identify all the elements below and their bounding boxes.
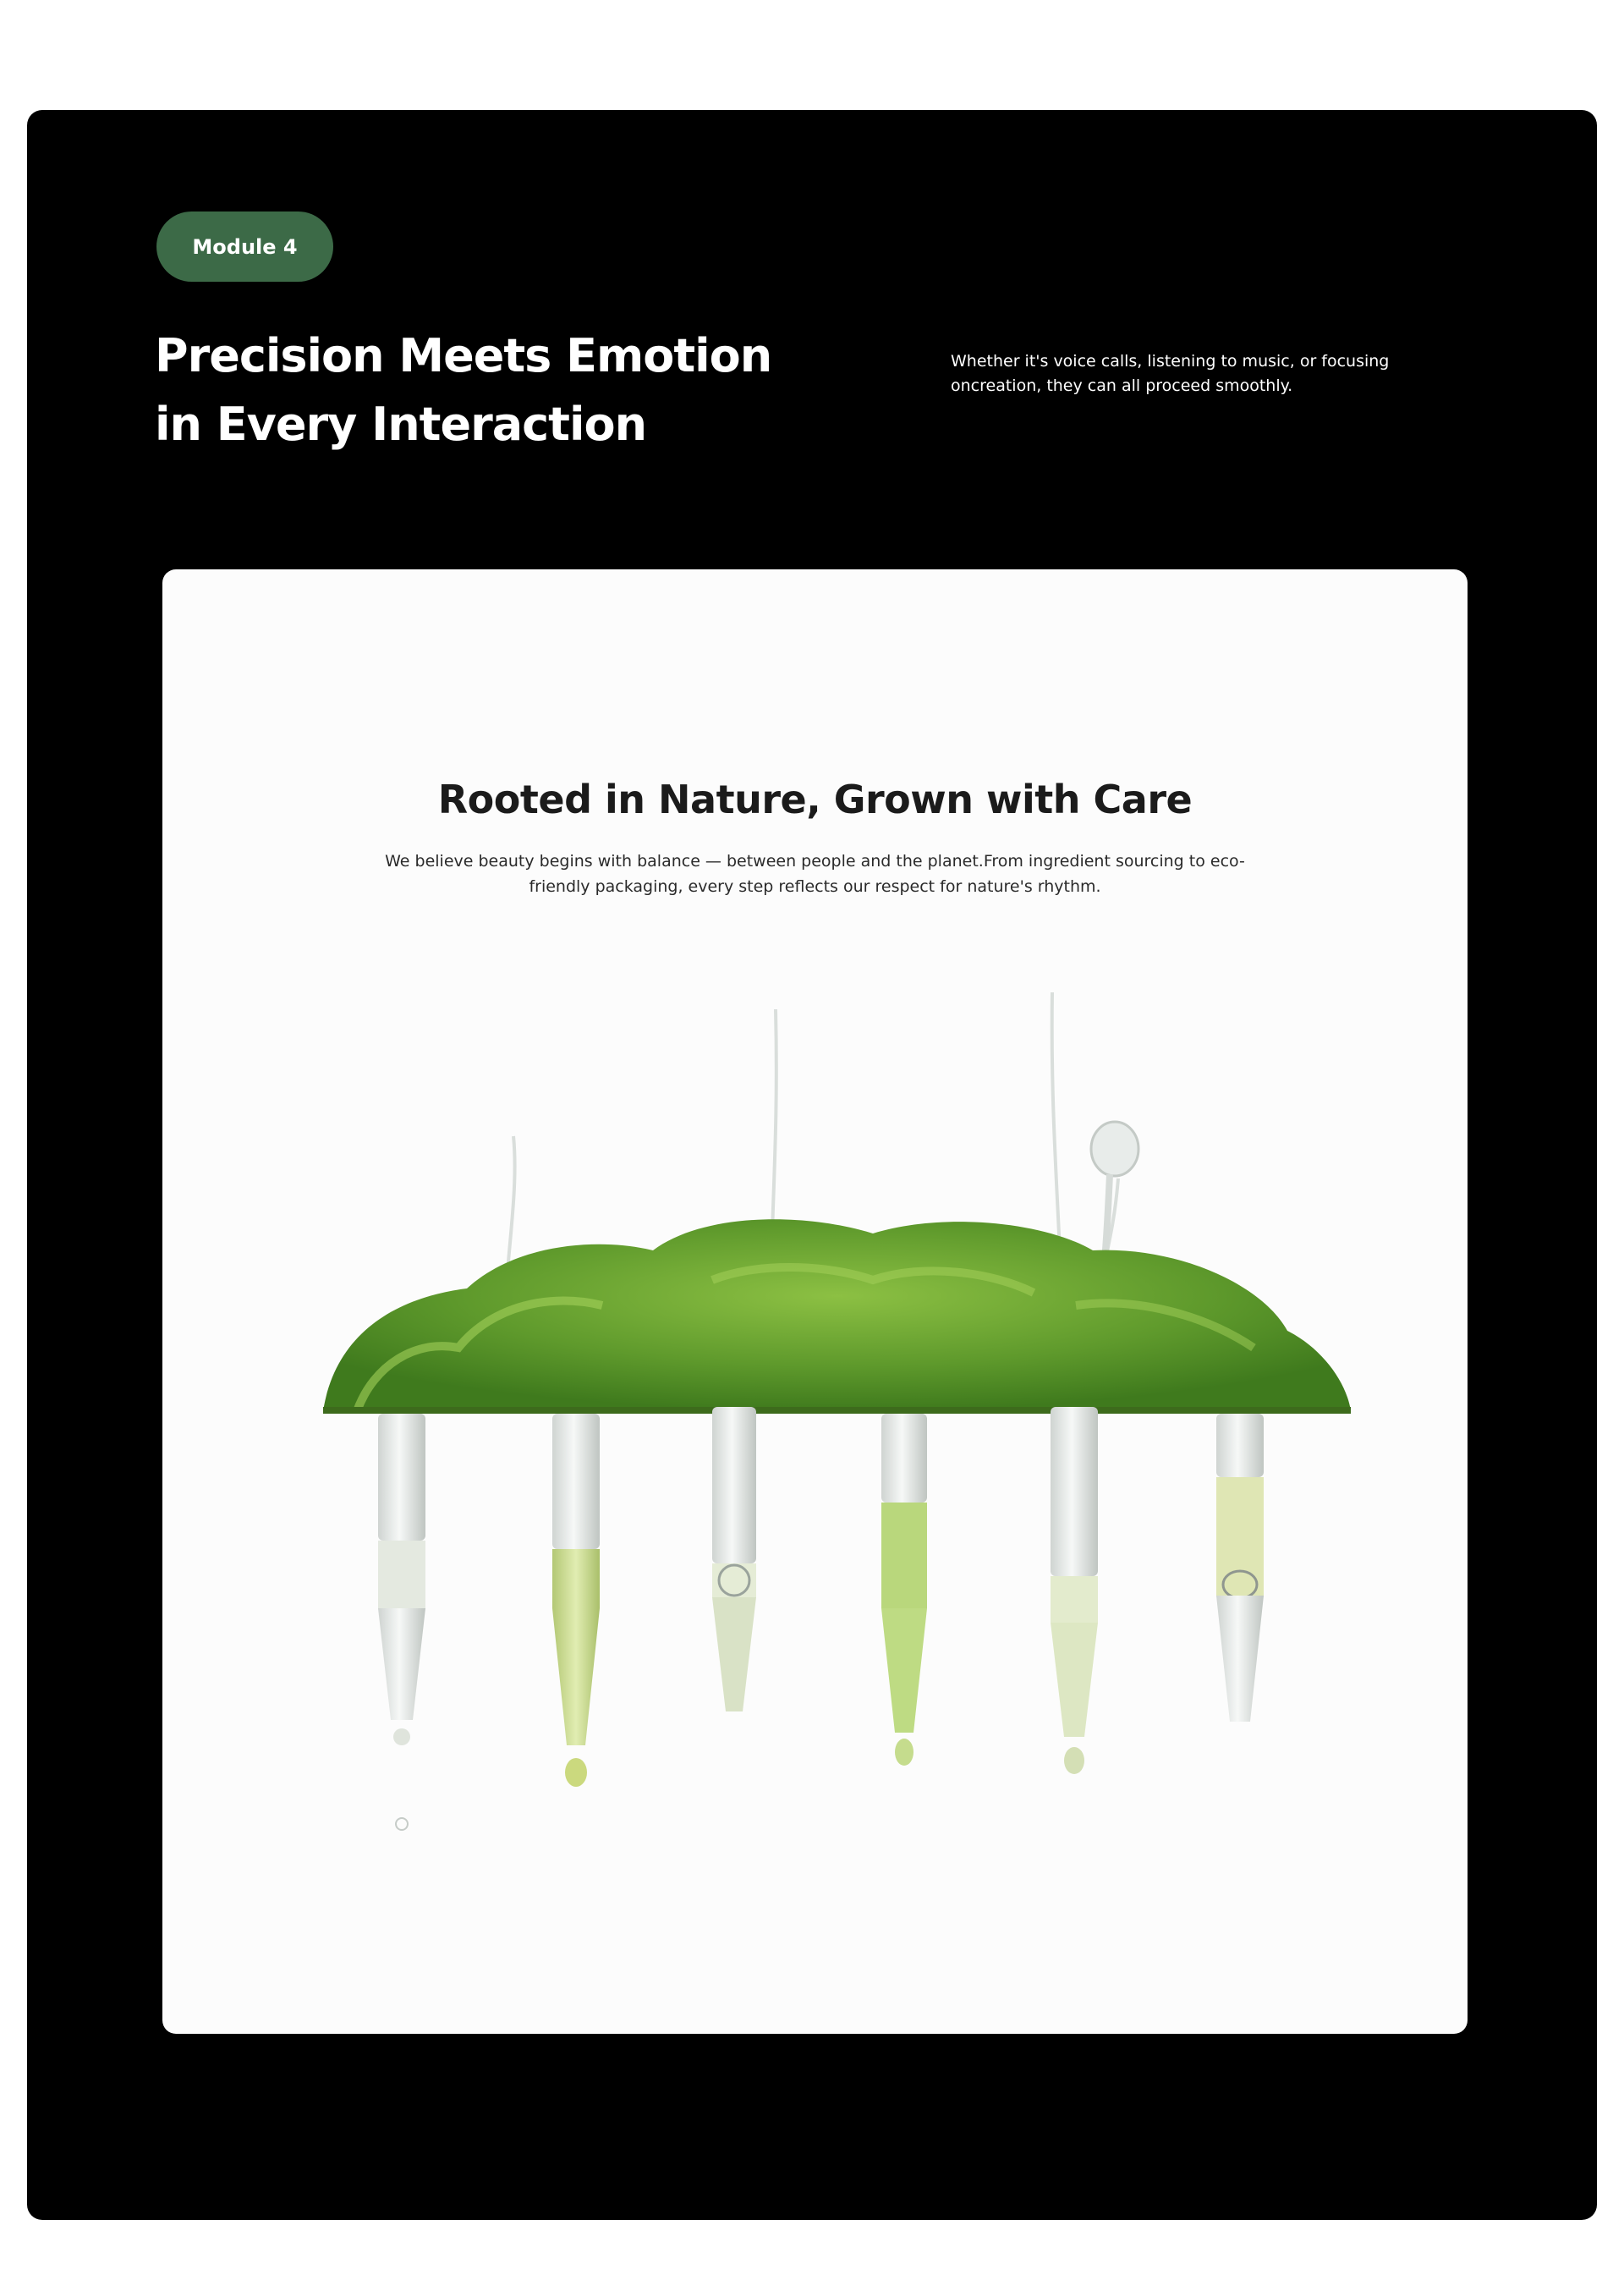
module-section xyxy=(27,110,1597,2220)
module-description: Whether it's voice calls, listening to music, or focusing oncreation, they can all proceed smoothly. xyxy=(951,352,1390,395)
feature-description: We believe beauty begins with balance — between people and the planet.From ingredient sourcing to eco-friendly packaging, every step reflects our respect for nature's rhythm. xyxy=(385,852,1245,896)
feature-card xyxy=(162,569,1468,2034)
heading-line-2: in Every Interaction xyxy=(155,398,647,451)
dropper-4 xyxy=(881,1414,927,1766)
moss-mound xyxy=(323,1219,1351,1414)
feature-title: Rooted in Nature, Grown with Care xyxy=(437,777,1193,822)
moss-dropper-illustration xyxy=(162,908,1468,2034)
dropper-3 xyxy=(712,1407,756,1711)
module-heading xyxy=(155,321,848,459)
heading-line-1: Precision Meets Emotion xyxy=(155,329,772,382)
dropper-1 xyxy=(378,1414,425,1830)
dropper-2 xyxy=(552,1414,600,1787)
dropper-5 xyxy=(1051,1407,1098,1774)
module-badge: Module 4 xyxy=(156,212,333,282)
dropper-6 xyxy=(1216,1414,1264,1722)
